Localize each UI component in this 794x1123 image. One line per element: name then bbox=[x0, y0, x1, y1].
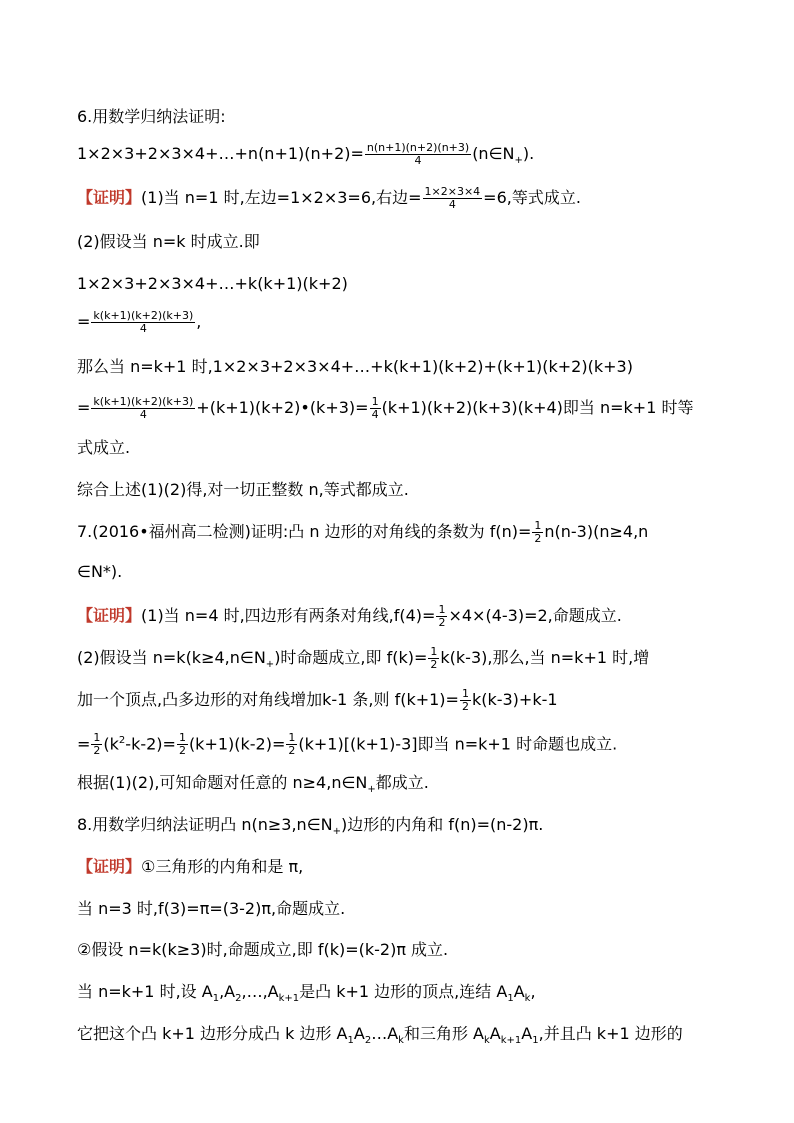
fraction-num: k(k+1)(k+2)(k+3) bbox=[93, 309, 194, 322]
problem-6-step-2 bbox=[77, 231, 744, 253]
step-text: 当 n=k+1 时,设 A bbox=[77, 982, 213, 1001]
title-text: 7.(2016•福州高二检测)证明:凸 n 边形的对角线的条数为 f(n)= bbox=[77, 522, 532, 541]
subscript: + bbox=[332, 826, 341, 838]
eq-fraction-num: n(n+1)(n+2)(n+3) bbox=[366, 141, 470, 154]
step-text: (2)假设当 n=k(k≥4,n∈N bbox=[77, 648, 266, 667]
fraction-den: 2 bbox=[438, 616, 446, 629]
step-text: 1×2×3+2×3×4+…+k(k+1)(k+2) bbox=[77, 274, 348, 293]
problem-7-title-cont bbox=[77, 561, 744, 583]
fraction-num: 1 bbox=[430, 645, 438, 658]
fraction bbox=[91, 396, 195, 421]
eq-domain: (n∈N bbox=[472, 144, 515, 163]
subscript: 1 bbox=[532, 1035, 539, 1047]
step-text: ,…,A bbox=[241, 982, 279, 1001]
fraction bbox=[177, 732, 188, 757]
fraction-num: 1×2×3×4 bbox=[424, 185, 481, 198]
step-text: =6,等式成立. bbox=[483, 188, 581, 207]
subscript: + bbox=[265, 659, 275, 671]
fraction bbox=[428, 646, 439, 671]
problem-8-step-3 bbox=[77, 939, 744, 961]
step-text: k(k-3)+k-1 bbox=[471, 690, 558, 709]
fraction-num: 1 bbox=[438, 603, 446, 616]
step-text: (1)当 n=1 时,左边=1×2×3=6,右边= bbox=[141, 188, 422, 207]
step-text: 那么当 n=k+1 时,1×2×3+2×3×4+…+k(k+1)(k+2)+(k+1)(k+2)(k+3) bbox=[77, 357, 633, 376]
subscript: 2 bbox=[364, 1035, 372, 1047]
subscript: k bbox=[524, 993, 531, 1005]
problem-6-equation bbox=[77, 142, 744, 172]
step-text: 式成立. bbox=[77, 438, 131, 457]
step-text: ,并且凸 k+1 边形的 bbox=[538, 1024, 683, 1043]
fraction-den: 2 bbox=[461, 700, 469, 713]
eq-fraction bbox=[365, 142, 471, 167]
step-text: 和三角形 A bbox=[403, 1024, 484, 1043]
step-text: 它把这个凸 k+1 边形分成凸 k 边形 A bbox=[77, 1024, 348, 1043]
step-text: 根据(1)(2),可知命题对任意的 n≥4,n∈N bbox=[77, 773, 368, 792]
superscript: 2 bbox=[118, 735, 126, 746]
subscript: 1 bbox=[507, 993, 514, 1005]
step-text: ×4×(4-3)=2,命题成立. bbox=[448, 606, 622, 625]
problem-6-title-text: 6.用数学归纳法证明: bbox=[77, 107, 226, 126]
step-text: )时命题成立,即 f(k)= bbox=[274, 648, 428, 667]
fraction-den: 2 bbox=[534, 532, 542, 545]
step-text: 综合上述(1)(2)得,对一切正整数 n,等式都成立. bbox=[77, 480, 409, 499]
step-text: ①三角形的内角和是 π, bbox=[141, 857, 304, 876]
step-text: +(k+1)(k+2)•(k+3)= bbox=[196, 398, 369, 417]
fraction-den: 2 bbox=[288, 744, 296, 758]
eq-left: 1×2×3+2×3×4+…+n(n+1)(n+2)= bbox=[77, 144, 364, 163]
title-text: n(n-3)(n≥4,n bbox=[544, 522, 649, 541]
proof-tag: 【证明】 bbox=[77, 857, 142, 876]
step-text: A bbox=[513, 982, 525, 1001]
subscript: 1 bbox=[212, 993, 220, 1005]
fraction bbox=[460, 688, 471, 713]
subscript: 1 bbox=[347, 1035, 354, 1047]
step-text: = bbox=[77, 312, 91, 331]
problem-7-title bbox=[77, 520, 744, 545]
title-text: )边形的内角和 f(n)=(n-2)π. bbox=[341, 815, 544, 834]
fraction-num: 1 bbox=[93, 731, 101, 745]
step-text: 当 n=3 时,f(3)=π=(3-2)π,命题成立. bbox=[77, 899, 346, 918]
problem-8-step-5 bbox=[77, 1023, 744, 1052]
problem-7-step-4 bbox=[77, 730, 744, 757]
problem-7-step-1 bbox=[77, 604, 744, 629]
fraction bbox=[436, 604, 447, 629]
problem-8-step-2 bbox=[77, 898, 744, 920]
problem-7-step-3 bbox=[77, 688, 744, 713]
fraction-den: 2 bbox=[178, 744, 186, 758]
fraction-num: 1 bbox=[461, 687, 469, 700]
fraction-den: 4 bbox=[371, 408, 379, 421]
fraction-den: 2 bbox=[93, 744, 101, 758]
step-text: = bbox=[77, 734, 91, 754]
step-text: , bbox=[530, 982, 536, 1001]
step-text: A bbox=[353, 1024, 365, 1043]
step-text: , bbox=[196, 312, 202, 331]
fraction bbox=[532, 520, 543, 545]
step-text: (2)假设当 n=k 时成立.即 bbox=[77, 232, 260, 251]
step-text: (1)当 n=4 时,四边形有两条对角线,f(4)= bbox=[141, 606, 436, 625]
fraction-num: k(k+1)(k+2)(k+3) bbox=[93, 395, 194, 408]
eq-sub: + bbox=[514, 155, 523, 167]
problem-8-step-1 bbox=[77, 856, 744, 878]
step-text: A bbox=[489, 1024, 501, 1043]
step-text: = bbox=[77, 398, 91, 417]
subscript: 2 bbox=[235, 993, 242, 1005]
fraction-num: 1 bbox=[178, 731, 186, 745]
problem-6-step-6 bbox=[77, 396, 744, 421]
fraction bbox=[423, 186, 483, 211]
problem-6-step-4 bbox=[77, 310, 744, 335]
step-text: k(k-3),那么,当 n=k+1 时,增 bbox=[440, 648, 650, 667]
problem-6-title bbox=[77, 106, 744, 128]
eq-fraction-den: 4 bbox=[414, 154, 422, 167]
eq-end: ). bbox=[522, 144, 535, 163]
subscript: + bbox=[367, 784, 376, 796]
step-text: 是凸 k+1 边形的顶点,连结 A bbox=[299, 982, 508, 1001]
step-text: (k+1)[(k+1)-3]即当 n=k+1 时命题也成立. bbox=[298, 734, 618, 754]
fraction-den: 2 bbox=[430, 658, 438, 671]
problem-6-step-3 bbox=[77, 273, 744, 295]
fraction-den: 4 bbox=[139, 322, 147, 335]
step-text: ②假设 n=k(k≥3)时,命题成立,即 f(k)=(k-2)π 成立. bbox=[77, 940, 449, 959]
problem-7-conclusion bbox=[77, 772, 744, 801]
fraction bbox=[91, 310, 195, 335]
subscript: k+1 bbox=[278, 993, 300, 1005]
title-text: 8.用数学归纳法证明凸 n(n≥3,n∈N bbox=[77, 815, 333, 834]
fraction bbox=[370, 396, 381, 421]
step-text: -k-2)= bbox=[125, 734, 176, 754]
step-text: ,A bbox=[219, 982, 236, 1001]
fraction-den: 4 bbox=[448, 198, 456, 211]
fraction-den: 4 bbox=[139, 408, 147, 421]
fraction-num: 1 bbox=[534, 519, 542, 532]
problem-7-step-2 bbox=[77, 646, 744, 676]
title-text: ∈N*). bbox=[77, 562, 123, 581]
proof-tag: 【证明】 bbox=[77, 606, 142, 625]
fraction bbox=[286, 732, 297, 757]
step-text: 都成立. bbox=[375, 773, 429, 792]
problem-6-conclusion bbox=[77, 479, 744, 501]
problem-6-step-5 bbox=[77, 356, 744, 378]
subscript: k bbox=[484, 1035, 490, 1047]
subscript: k+1 bbox=[500, 1035, 522, 1047]
problem-8-title bbox=[77, 814, 744, 843]
step-text: 加一个顶点,凸多边形的对角线增加k-1 条,则 f(k+1)= bbox=[77, 690, 459, 709]
proof-tag: 【证明】 bbox=[77, 188, 142, 207]
step-text: (k+1)(k-2)= bbox=[188, 734, 286, 754]
step-text: (k+1)(k+2)(k+3)(k+4)即当 n=k+1 时等 bbox=[381, 398, 694, 417]
fraction-num: 1 bbox=[288, 731, 296, 745]
fraction-num: 1 bbox=[371, 395, 379, 408]
fraction bbox=[91, 732, 102, 757]
subscript: k bbox=[398, 1035, 404, 1047]
problem-6-step-1 bbox=[77, 186, 744, 211]
step-text: A bbox=[521, 1024, 533, 1043]
step-text: …A bbox=[371, 1024, 399, 1043]
problem-8-step-4 bbox=[77, 981, 744, 1010]
problem-6-step-7 bbox=[77, 437, 744, 459]
step-text: (k bbox=[103, 734, 119, 754]
